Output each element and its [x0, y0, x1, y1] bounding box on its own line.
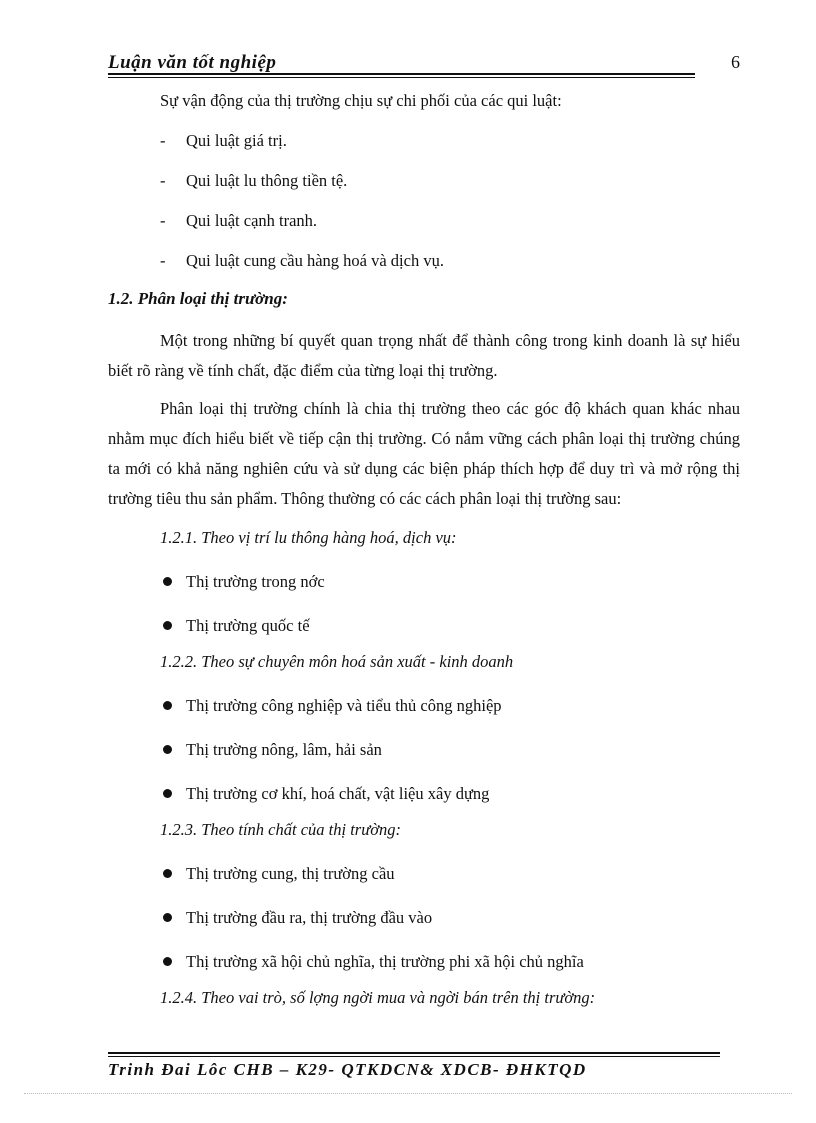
bullet-icon — [163, 869, 172, 878]
footer-text: Trinh Đai Lôc CHB – K29- QTKDCN& XDCB- ĐHKTQD — [108, 1060, 587, 1079]
bullet-icon — [163, 577, 172, 586]
section-heading: 1.2. Phân loại thị trường: — [108, 289, 288, 308]
bullet-icon — [163, 621, 172, 630]
header-title: Luận văn tốt nghiệp — [108, 52, 277, 73]
subsection-heading: 1.2.3. Theo tính chất của thị trường: — [160, 820, 401, 839]
list-item: Thị trường cơ khí, hoá chất, vật liệu xây dựng — [108, 779, 740, 809]
dash-marker: - — [160, 171, 166, 190]
bullet-icon — [163, 745, 172, 754]
footer-rule-thin — [108, 1056, 720, 1057]
list-item: - Qui luật cung cầu hàng hoá và dịch vụ. — [108, 246, 740, 276]
subsection-heading: 1.2.1. Theo vị trí lu thông hàng hoá, dịch vụ: — [160, 528, 457, 547]
bullet-icon — [163, 701, 172, 710]
list-item: - Qui luật lu thông tiền tệ. — [108, 166, 740, 196]
list-item: Thị trường trong nớc — [108, 567, 740, 597]
bullet-icon — [163, 789, 172, 798]
page-edge — [24, 1093, 792, 1094]
list-item: - Qui luật cạnh tranh. — [108, 206, 740, 236]
laws-block — [108, 86, 740, 276]
list-item: Thị trường cung, thị trường cầu — [108, 859, 740, 889]
dash-marker: - — [160, 251, 166, 270]
header-rule — [108, 73, 695, 75]
bullet-icon — [163, 957, 172, 966]
dash-marker: - — [160, 131, 166, 150]
list-item: Thị trường quốc tế — [108, 611, 740, 641]
paragraph-1: Một trong những bí quyết quan trọng nhất để thành công trong kinh doanh là sự hiểu biết rõ ràng về tính chất, đặc điểm của từng loại thị trường. — [108, 331, 740, 380]
header-rule-thin — [108, 77, 695, 78]
list-item: Thị trường nông, lâm, hải sản — [108, 735, 740, 765]
list-item: Thị trường đầu ra, thị trường đầu vào — [108, 903, 740, 933]
dash-marker: - — [160, 211, 166, 230]
list-item: Thị trường xã hội chủ nghĩa, thị trường phi xã hội chủ nghĩa — [108, 947, 740, 977]
intro-text: Sự vận động của thị trường chịu sự chi phối của các qui luật: — [160, 91, 562, 110]
subsection-heading: 1.2.4. Theo vai trò, số lợng ngời mua và ngời bán trên thị trường: — [160, 988, 596, 1007]
page-footer — [108, 1052, 740, 1086]
subsections-block — [108, 523, 740, 1013]
subsection-heading: 1.2.2. Theo sự chuyên môn hoá sản xuất - kinh doanh — [160, 652, 514, 671]
footer-rule — [108, 1052, 720, 1054]
paragraph-2: Phân loại thị trường chính là chia thị trường theo các góc độ khách quan khác nhau nhằm mục đích hiểu biết về tiếp cận thị trường. Có nắm vững cách phân loại thị trường chúng ta mới có khả năng nghiên cứu và sử dụng các biện pháp thích hợp để duy trì và mở rộng thị trường tiêu thu sản phẩm. Thông thường có các cách phân loại thị trường sau: — [108, 399, 740, 508]
bullet-icon — [163, 913, 172, 922]
page-header — [108, 52, 740, 78]
page-number: 6 — [731, 52, 740, 72]
list-item: Thị trường công nghiệp và tiểu thủ công nghiệp — [108, 691, 740, 721]
list-item: - Qui luật giá trị. — [108, 126, 740, 156]
section-block — [108, 284, 740, 514]
